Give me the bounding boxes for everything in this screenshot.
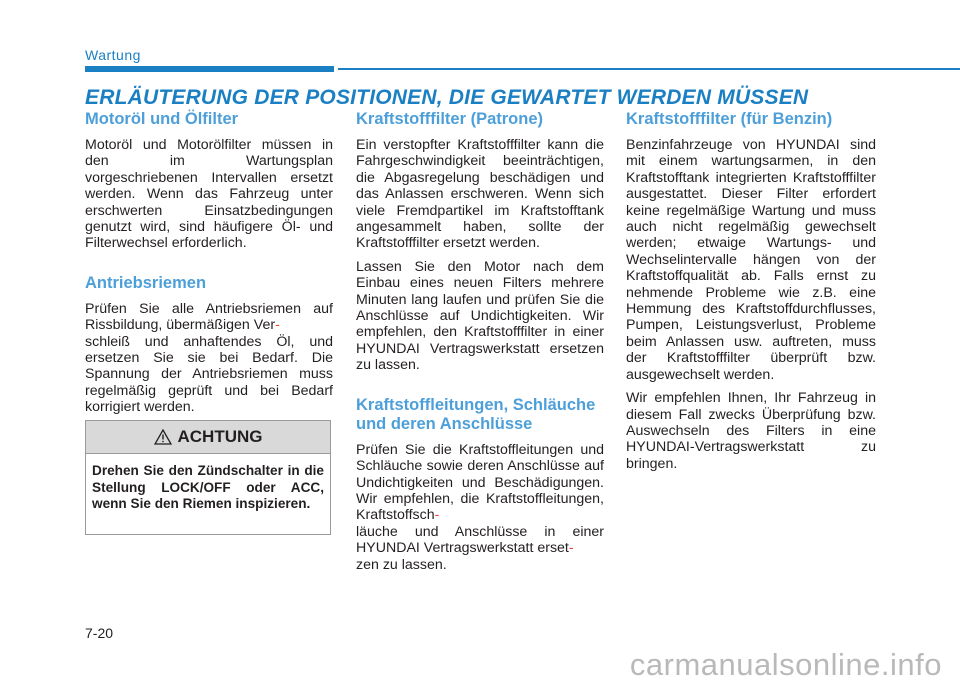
watermark: carmanualsonline.info bbox=[629, 647, 942, 682]
heading-kraftstofffilter-benzin: Kraftstofffilter (für Benzin) bbox=[626, 110, 833, 128]
heading-antriebsriemen: Antriebsriemen bbox=[85, 273, 207, 292]
paragraph-kraftstofffilter-1: Ein verstopfter Kraftstofffilter kann die Fahrgeschwindigkeit beeinträchtigen, die Abgasregelung beschädigen und das Anlassen erschweren. Wenn sich viele Fremdpartikel im Kraftstofftank angesammelt haben, sollte der Kraftstofffilter ersetzt werden. bbox=[356, 137, 604, 252]
paragraph-motoroel: Motoröl und Motorölfilter müssen in den im Wartungsplan vorgeschriebenen Intervallen ersetzt werden. Wenn das Fahrzeug unter erschwerten Einsatzbedingungen genutzt wird, sind häufigere Öl- und Filterwechsel erforderlich. bbox=[85, 137, 333, 252]
column-3 bbox=[626, 110, 876, 479]
header-bar-right bbox=[338, 68, 960, 70]
header-bar-left bbox=[85, 66, 334, 72]
column-2 bbox=[356, 110, 604, 580]
heading-kraftstoffleitungen: Kraftstoffleitungen, Schläuche und deren Anschlüsse bbox=[356, 395, 596, 433]
paragraph-kraftstofffilter-2: Lassen Sie den Motor nach dem Einbau eines neuen Filters mehrere Minuten lang laufen und prüfen Sie die Anschlüsse auf Undichtigkeiten. Wir empfehlen, den Kraftstofffilter in einer HYUNDAI Vertragswerkstatt ersetzen zu lassen. bbox=[356, 258, 604, 374]
heading-kraftstofffilter-patrone: Kraftstofffilter (Patrone) bbox=[356, 110, 544, 128]
page-title: ERLÄUTERUNG DER POSITIONEN, DIE GEWARTET WERDEN MÜSSEN bbox=[85, 86, 809, 109]
paragraph-benzin-2: Wir empfehlen Ihnen, Ihr Fahrzeug in diesem Fall zwecks Überprüfung bzw. Auswechseln des Filters in eine HYUNDAI-Vertragswerkstatt zu bringen. bbox=[626, 390, 876, 472]
warning-text: Drehen Sie den Zündschalter in die Stellung LOCK/OFF oder ACC, wenn Sie den Riemen inspizieren. bbox=[92, 463, 324, 511]
paragraph-kraftstoffleitungen: Prüfen Sie die Kraftstoffleitungen und Schläuche sowie deren Anschlüsse auf Undichtigkeiten und Beschädigungen. Wir empfehlen, die Kraftstoffleitungen, Kraftstoffsch- läuche und Anschlüsse in einer HYUNDAI Vertragswerkstatt erset- zen zu lassen. bbox=[356, 441, 604, 573]
section-label: Wartung bbox=[85, 47, 141, 63]
heading-motoroel: Motoröl und Ölfilter bbox=[85, 110, 239, 128]
page-number: 7-20 bbox=[85, 625, 114, 641]
warning-box bbox=[85, 420, 331, 535]
paragraph-antriebsriemen: Prüfen Sie alle Antriebsriemen auf Rissbildung, übermäßigen Ver- schleiß und anhaftendes Öl, und ersetzen Sie sie bei Bedarf. Die Spannung der Antriebsriemen muss regelmäßig geprüft und bei Bedarf korrigiert werden. bbox=[85, 300, 333, 416]
column-1 bbox=[85, 110, 333, 423]
warning-triangle-icon bbox=[154, 429, 172, 445]
warning-label: ACHTUNG bbox=[177, 427, 263, 446]
paragraph-benzin-1: Benzinfahrzeuge von HYUNDAI sind mit einem wartungsarmen, in den Kraftstofftank integrierten Kraftstofffilter ausgestattet. Dieser Filter erfordert keine regelmäßige Wartung und muss auch nicht regelmäßig gewechselt werden; etwaige Wartungs- und Wechselintervalle hängen von der Kraftstoffqualität ab. Falls ernst zu nehmende Probleme wie z.B. eine Hemmung des Kraftstoffdurchflusses, Pumpen, Leistungsverlust, Probleme beim Anlassen usw. auftreten, muss der Kraftstofffilter überprüft bzw. ausgewechselt werden. bbox=[626, 137, 876, 383]
warning-header bbox=[86, 421, 330, 454]
